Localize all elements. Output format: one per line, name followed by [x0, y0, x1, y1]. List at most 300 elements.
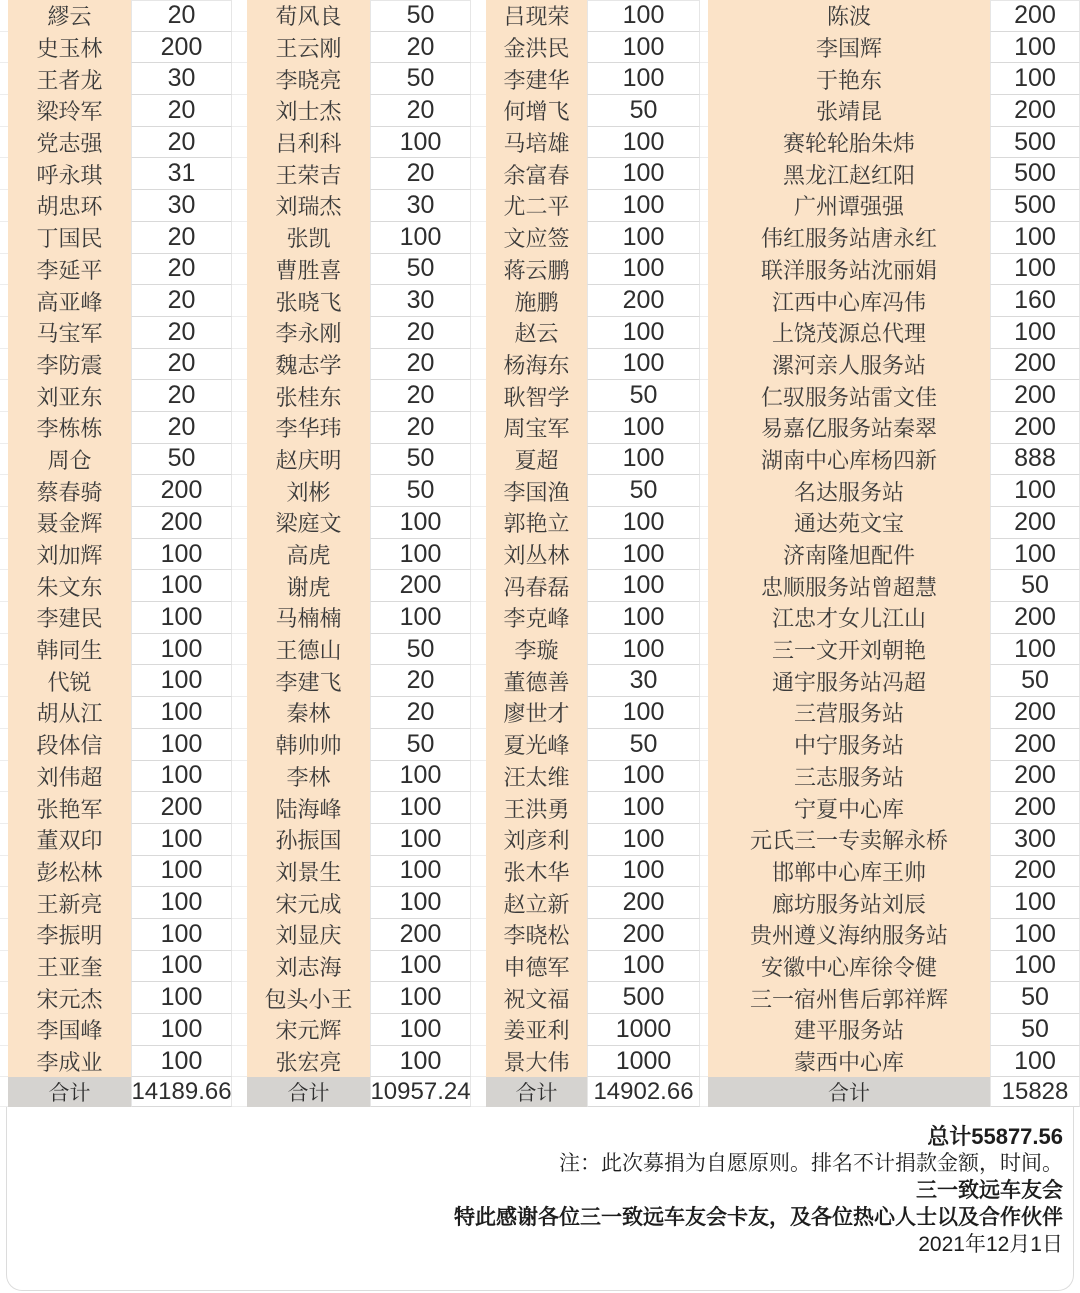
column-gap [232, 729, 247, 761]
table-row [0, 539, 232, 571]
column-gap [0, 127, 8, 159]
donation-amount: 100 [131, 665, 232, 697]
donor-name: 王洪勇 [486, 792, 587, 824]
column-gap [700, 285, 708, 317]
donor-name: 周宝军 [486, 412, 587, 444]
donation-amount: 100 [587, 158, 700, 190]
table-row [471, 697, 700, 729]
table-row [700, 665, 1080, 697]
table-row [471, 570, 700, 602]
column-gap [0, 190, 8, 222]
donation-amount: 100 [131, 856, 232, 888]
table-row [232, 761, 471, 793]
column-gap [0, 1046, 8, 1078]
donor-name: 宁夏中心库 [708, 792, 990, 824]
donor-name: 上饶茂源总代理 [708, 317, 990, 349]
donor-name: 刘士杰 [247, 95, 370, 127]
donor-name: 党志强 [8, 127, 131, 159]
donation-amount: 20 [370, 32, 471, 64]
table-row [700, 856, 1080, 888]
donation-amount: 20 [370, 412, 471, 444]
donation-amount: 20 [370, 697, 471, 729]
table-row [0, 507, 232, 539]
table-row [232, 63, 471, 95]
donor-name: 李延平 [8, 254, 131, 286]
table-row [471, 1046, 700, 1078]
donor-name: 赵云 [486, 317, 587, 349]
donor-name: 三一文开刘朝艳 [708, 634, 990, 666]
donation-amount: 100 [131, 697, 232, 729]
table-row [700, 887, 1080, 919]
donor-name: 忠顺服务站曾超慧 [708, 570, 990, 602]
column-gap [232, 982, 247, 1014]
donation-amount: 50 [370, 634, 471, 666]
column-gap [471, 1046, 486, 1078]
donor-name: 谢虎 [247, 570, 370, 602]
donation-amount: 100 [370, 792, 471, 824]
donor-name: 胡忠环 [8, 190, 131, 222]
column-gap [700, 539, 708, 571]
table-row [0, 982, 232, 1014]
donation-amount: 300 [990, 824, 1080, 856]
column-gap [700, 570, 708, 602]
donation-amount: 100 [131, 539, 232, 571]
table-row [232, 539, 471, 571]
donor-name: 聂金辉 [8, 507, 131, 539]
donation-amount: 200 [131, 792, 232, 824]
donation-amount: 500 [990, 127, 1080, 159]
column-gap [471, 475, 486, 507]
donation-amount: 100 [587, 792, 700, 824]
column-gap [0, 887, 8, 919]
donor-name: 李华玮 [247, 412, 370, 444]
donation-amount: 200 [990, 729, 1080, 761]
donor-name: 李璇 [486, 634, 587, 666]
table-row [0, 856, 232, 888]
column-gap [700, 602, 708, 634]
table-row [471, 665, 700, 697]
table-row [471, 190, 700, 222]
donation-amount: 100 [131, 951, 232, 983]
donation-amount: 100 [990, 951, 1080, 983]
column-gap [700, 697, 708, 729]
column-gap [471, 349, 486, 381]
column-gap [471, 951, 486, 983]
donation-amount: 100 [370, 507, 471, 539]
donation-amount: 200 [131, 475, 232, 507]
donation-amount: 20 [370, 380, 471, 412]
table-row [232, 729, 471, 761]
column-gap [0, 507, 8, 539]
donor-name: 金洪民 [486, 32, 587, 64]
donation-amount: 50 [370, 63, 471, 95]
table-row [700, 602, 1080, 634]
table-row [232, 285, 471, 317]
table-row [0, 317, 232, 349]
donation-amount: 100 [131, 1014, 232, 1046]
donation-amount: 100 [587, 190, 700, 222]
table-row [700, 63, 1080, 95]
column-gap [471, 602, 486, 634]
column-gap [0, 919, 8, 951]
table-row [232, 349, 471, 381]
table-row [232, 1046, 471, 1078]
column-gap [471, 222, 486, 254]
donor-name: 李晓松 [486, 919, 587, 951]
donor-name: 宋元辉 [247, 1014, 370, 1046]
table-row [700, 982, 1080, 1014]
donor-name: 赵庆明 [247, 444, 370, 476]
total-amount: 10957.24 [370, 1077, 471, 1107]
donor-name: 吕现荣 [486, 0, 587, 32]
donor-name: 王亚奎 [8, 951, 131, 983]
donation-amount: 100 [131, 919, 232, 951]
table-row [471, 761, 700, 793]
column-gap [471, 919, 486, 951]
column-gap [471, 380, 486, 412]
donation-amount: 50 [990, 1014, 1080, 1046]
column-gap [700, 95, 708, 127]
donation-amount: 100 [370, 1014, 471, 1046]
column-gap [471, 190, 486, 222]
donor-name: 马楠楠 [247, 602, 370, 634]
table-row [471, 919, 700, 951]
donation-amount: 100 [370, 856, 471, 888]
table-row [0, 444, 232, 476]
column-gap [0, 285, 8, 317]
donor-name: 董双印 [8, 824, 131, 856]
donor-name: 刘显庆 [247, 919, 370, 951]
donation-amount: 30 [131, 190, 232, 222]
donor-name: 杨海东 [486, 349, 587, 381]
column-gap [232, 190, 247, 222]
table-row [0, 602, 232, 634]
donation-amount: 20 [131, 285, 232, 317]
donor-name: 李建华 [486, 63, 587, 95]
donor-name: 申德军 [486, 951, 587, 983]
donor-name: 彭松林 [8, 856, 131, 888]
donation-amount: 160 [990, 285, 1080, 317]
donor-name: 张晓飞 [247, 285, 370, 317]
donor-name: 马宝军 [8, 317, 131, 349]
donor-name: 周仓 [8, 444, 131, 476]
table-row [0, 792, 232, 824]
table-row [232, 824, 471, 856]
column-gap [232, 222, 247, 254]
table-row [0, 475, 232, 507]
donation-amount: 20 [131, 380, 232, 412]
donor-name: 冯春磊 [486, 570, 587, 602]
donation-amount: 100 [587, 0, 700, 32]
donor-name: 何增飞 [486, 95, 587, 127]
donor-name: 文应签 [486, 222, 587, 254]
table-row [471, 887, 700, 919]
table-row [700, 792, 1080, 824]
date-line: 2021年12月1日 [918, 1233, 1063, 1257]
table-row [471, 824, 700, 856]
donor-name: 李建飞 [247, 665, 370, 697]
donation-amount: 100 [587, 412, 700, 444]
donation-amount: 20 [370, 349, 471, 381]
table-row [232, 475, 471, 507]
table-row [0, 0, 232, 32]
donor-name: 张木华 [486, 856, 587, 888]
donor-name: 景大伟 [486, 1046, 587, 1078]
total-amount: 15828 [990, 1077, 1080, 1107]
column-gap [0, 697, 8, 729]
donor-name: 丁国民 [8, 222, 131, 254]
table-row [471, 158, 700, 190]
column-gap [0, 317, 8, 349]
donation-amount: 100 [990, 32, 1080, 64]
column-gap [700, 1077, 708, 1107]
donor-name: 李成业 [8, 1046, 131, 1078]
donor-name: 江忠才女儿江山 [708, 602, 990, 634]
column-gap [700, 824, 708, 856]
table-row [0, 254, 232, 286]
donation-amount: 200 [990, 349, 1080, 381]
table-row [232, 602, 471, 634]
table-row [0, 349, 232, 381]
table-row [232, 127, 471, 159]
column-gap [700, 665, 708, 697]
donation-amount: 30 [370, 190, 471, 222]
column-gap [700, 982, 708, 1014]
donation-amount: 20 [370, 317, 471, 349]
donor-name: 马培雄 [486, 127, 587, 159]
donation-amount: 30 [370, 285, 471, 317]
donation-amount: 50 [370, 444, 471, 476]
donor-name: 联洋服务站沈丽娟 [708, 254, 990, 286]
donor-name: 廊坊服务站刘辰 [708, 887, 990, 919]
column-gap [232, 285, 247, 317]
column-gap [232, 63, 247, 95]
donation-amount: 200 [370, 919, 471, 951]
table-row [232, 412, 471, 444]
donation-amount: 50 [370, 729, 471, 761]
column-gap [0, 761, 8, 793]
donation-amount: 100 [131, 824, 232, 856]
column-gap [471, 63, 486, 95]
column-gap [232, 951, 247, 983]
donation-amount: 20 [131, 254, 232, 286]
donation-amount: 100 [131, 729, 232, 761]
table-row [0, 32, 232, 64]
donation-amount: 200 [990, 0, 1080, 32]
donation-amount: 100 [990, 634, 1080, 666]
donor-name: 蒙西中心库 [708, 1046, 990, 1078]
column-gap [232, 761, 247, 793]
column-gap [232, 444, 247, 476]
donor-name: 陆海峰 [247, 792, 370, 824]
donation-amount: 50 [587, 475, 700, 507]
donor-name: 吕利科 [247, 127, 370, 159]
donation-amount: 20 [370, 158, 471, 190]
donor-name: 刘瑞杰 [247, 190, 370, 222]
donor-name: 张宏亮 [247, 1046, 370, 1078]
donor-name: 陈波 [708, 0, 990, 32]
donor-name: 漯河亲人服务站 [708, 349, 990, 381]
donation-amount: 100 [990, 887, 1080, 919]
donor-name: 易嘉亿服务站秦翠 [708, 412, 990, 444]
donor-name: 张艳军 [8, 792, 131, 824]
column-gap [232, 697, 247, 729]
donation-amount: 100 [370, 1046, 471, 1078]
donation-amount: 200 [587, 285, 700, 317]
column-gap [471, 856, 486, 888]
table-row [471, 475, 700, 507]
column-gap [471, 158, 486, 190]
donor-name: 赵立新 [486, 887, 587, 919]
table-row [700, 1046, 1080, 1078]
table-row [0, 761, 232, 793]
table-row [700, 190, 1080, 222]
thanks-line: 特此感谢各位三一致远车友会卡友，及各位热心人士以及合作伙伴 [454, 1206, 1063, 1230]
table-row [471, 792, 700, 824]
donation-amount: 100 [587, 317, 700, 349]
donation-amount: 100 [587, 349, 700, 381]
table-row [700, 127, 1080, 159]
table-row [700, 475, 1080, 507]
donation-amount: 100 [131, 1046, 232, 1078]
donor-name: 黑龙江赵红阳 [708, 158, 990, 190]
table-row [700, 380, 1080, 412]
table-row [471, 412, 700, 444]
column-gap [0, 254, 8, 286]
donor-name: 济南隆旭配件 [708, 539, 990, 571]
column-gap [0, 1077, 8, 1107]
donation-amount: 20 [131, 412, 232, 444]
column-gap [700, 1046, 708, 1078]
table-row [700, 95, 1080, 127]
donation-amount: 100 [587, 444, 700, 476]
donation-amount: 500 [990, 190, 1080, 222]
donation-amount: 100 [990, 919, 1080, 951]
column-gap [471, 729, 486, 761]
donor-name: 呼永琪 [8, 158, 131, 190]
column-group [471, 0, 700, 1107]
table-row [700, 1014, 1080, 1046]
table-row [471, 602, 700, 634]
column-gap [700, 127, 708, 159]
donor-name: 廖世才 [486, 697, 587, 729]
donation-amount: 100 [587, 634, 700, 666]
table-row [700, 412, 1080, 444]
donor-name: 史玉林 [8, 32, 131, 64]
column-gap [232, 317, 247, 349]
table-row [0, 951, 232, 983]
donation-amount: 50 [370, 475, 471, 507]
donor-name: 刘彦利 [486, 824, 587, 856]
donation-amount: 30 [587, 665, 700, 697]
donor-name: 孙振国 [247, 824, 370, 856]
donor-name: 包头小王 [247, 982, 370, 1014]
footer-note-card [6, 1107, 1074, 1291]
donation-amount: 20 [370, 665, 471, 697]
donor-name: 湖南中心库杨四新 [708, 444, 990, 476]
donation-amount: 200 [990, 602, 1080, 634]
table-row [232, 1014, 471, 1046]
donor-name: 汪太维 [486, 761, 587, 793]
table-row [471, 982, 700, 1014]
donation-amount: 100 [990, 475, 1080, 507]
column-gap [471, 761, 486, 793]
column-gap [0, 63, 8, 95]
donation-amount: 200 [990, 95, 1080, 127]
donation-amount: 31 [131, 158, 232, 190]
column-gap [471, 887, 486, 919]
table-row [700, 697, 1080, 729]
table-row [232, 317, 471, 349]
table-row [0, 697, 232, 729]
column-gap [232, 919, 247, 951]
club-name: 三一致远车友会 [916, 1179, 1063, 1203]
column-gap [471, 254, 486, 286]
donation-amount: 100 [370, 127, 471, 159]
total-label: 合计 [708, 1077, 990, 1107]
table-row [0, 285, 232, 317]
column-gap [232, 824, 247, 856]
donor-name: 耿智学 [486, 380, 587, 412]
donation-amount: 200 [990, 792, 1080, 824]
table-row [232, 95, 471, 127]
column-gap [700, 1014, 708, 1046]
donor-name: 李国渔 [486, 475, 587, 507]
donor-name: 曹胜喜 [247, 254, 370, 286]
column-gap [0, 792, 8, 824]
column-gap [471, 32, 486, 64]
donor-name: 祝文福 [486, 982, 587, 1014]
total-amount: 14189.66 [131, 1077, 232, 1107]
donor-name: 梁庭文 [247, 507, 370, 539]
table-row [471, 254, 700, 286]
donation-amount: 50 [131, 444, 232, 476]
table-row [232, 697, 471, 729]
column-gap [232, 127, 247, 159]
donor-name: 王新亮 [8, 887, 131, 919]
column-gap [700, 951, 708, 983]
table-row [700, 444, 1080, 476]
donor-name: 蒋云鹏 [486, 254, 587, 286]
donor-name: 张桂东 [247, 380, 370, 412]
table-row [700, 570, 1080, 602]
donor-name: 通宇服务站冯超 [708, 665, 990, 697]
column-gap [700, 349, 708, 381]
donation-amount: 50 [370, 0, 471, 32]
total-label: 合计 [8, 1077, 131, 1107]
column-gap [471, 507, 486, 539]
column-gap [232, 1046, 247, 1078]
column-gap [700, 317, 708, 349]
table-row [0, 729, 232, 761]
donor-name: 李振明 [8, 919, 131, 951]
donation-amount: 20 [131, 127, 232, 159]
donor-name: 段体信 [8, 729, 131, 761]
donation-amount: 20 [131, 349, 232, 381]
table-row [700, 539, 1080, 571]
donation-amount: 100 [990, 63, 1080, 95]
donation-amount: 200 [587, 919, 700, 951]
table-row [471, 127, 700, 159]
table-row [471, 444, 700, 476]
donor-name: 张靖昆 [708, 95, 990, 127]
donor-name: 夏光峰 [486, 729, 587, 761]
column-gap [700, 190, 708, 222]
donation-amount: 100 [370, 887, 471, 919]
table-row [232, 982, 471, 1014]
table-row [700, 349, 1080, 381]
donation-amount: 100 [587, 63, 700, 95]
